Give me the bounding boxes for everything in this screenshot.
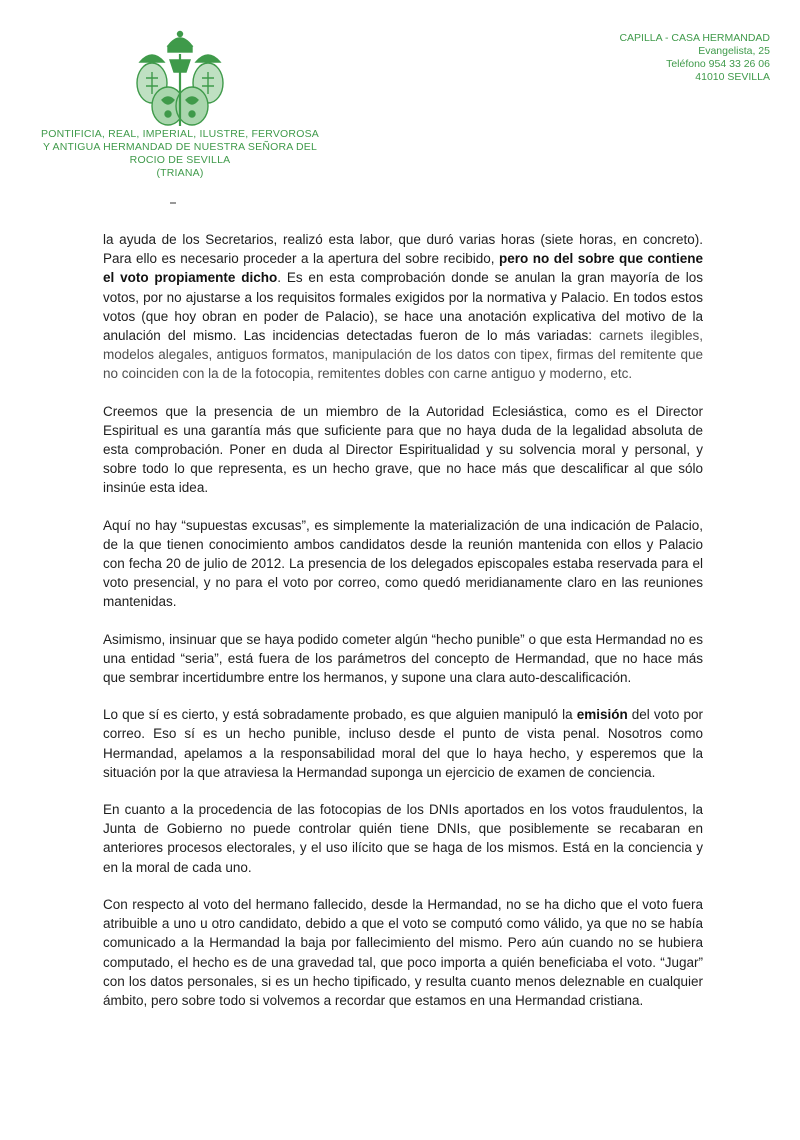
paragraph-2: Creemos que la presencia de un miembro de la Autoridad Eclesiástica, como es el Director Espiritual es una garantía más que suficiente para que no haya duda de la legalidad absoluta de esta comprobación. Poner en duda al Director Espiritualidad y su solvencia moral y personal, y sobre todo lo que representa, es un hecho grave, que no hace más que descalificar al que sólo insinúe esta idea. [103, 403, 703, 496]
address-line: CAPILLA - CASA HERMANDAD [619, 32, 770, 44]
paragraph-text: . Es en esta comprobación donde se anulan la gran mayoría de los votos, por no ajustarse a los requisitos formales exigidos por la normativa y Palacio. En todos estos votos (que hoy obran en poder de Palacio), se hace una anotación explicativa del motivo de la anulación del mismo. Las incidencias detectadas fueron de lo más variadas: [103, 270, 703, 344]
org-name-line: ROCIO DE SEVILLA [129, 154, 231, 166]
bold-text: emisión [576, 707, 628, 723]
letterhead-left [30, 28, 330, 180]
bold-text: pero no del sobre que contiene el voto propiamente dicho [103, 251, 703, 286]
incidents-list-text: carnets ilegibles, modelos alegales, antiguos formatos, manipulación de los datos con tipex, firmas del remitente que no coinciden con la de la fotocopia, remitentes dobles con carne antiguo y moderno, etc. [103, 328, 703, 382]
org-name-line: Y ANTIGUA HERMANDAD DE NUESTRA SEÑORA DEL [42, 141, 318, 153]
paragraph-6: En cuanto a la procedencia de las fotocopias de los DNIs aportados en los votos fraudulentos, la Junta de Gobierno no puede controlar quién tiene DNIs, que posiblemente se recabaran en anteriores procesos electorales, y el uso ilícito que se haga de los mismos. Está en la conciencia y en la moral de cada uno. [103, 802, 703, 875]
scan-mark [170, 202, 176, 204]
paragraph-4: Asimismo, insinuar que se haya podido cometer algún “hecho punible” o que esta Hermandad no es una entidad “seria”, está fuera de los parámetros del concepto de Hermandad, que no hace más que sembrar incertidumbre entre los hermanos, y supone una clara auto-descalificación. [103, 631, 703, 686]
letter-body [103, 230, 703, 1028]
paragraph-5 [103, 705, 703, 782]
organization-name [30, 128, 330, 180]
address-line: Teléfono 954 33 26 06 [666, 58, 770, 70]
address-block [550, 32, 770, 84]
address-line: 41010 SEVILLA [695, 71, 770, 83]
paragraph-text: la ayuda de los Secretarios, realizó esta labor, que duró varias horas (siete horas, en concreto). Para ello es necesario proceder a la apertura del sobre recibido, [103, 232, 703, 267]
address-line: Evangelista, 25 [698, 45, 770, 57]
paragraph-3: Aquí no hay “supuestas excusas”, es simplemente la materialización de una indicación de Palacio, de la que tienen conocimiento ambos candidatos desde la reunión mantenida con ellos y Palacio con fecha 20 de julio de 2012. La presencia de los delegados episcopales estaba reservada para el voto presencial, y no para el voto por correo, como quedó meridianamente claro en las reuniones mantenidas. [103, 517, 703, 610]
org-name-line: (TRIANA) [156, 167, 204, 179]
paragraph-7: Con respecto al voto del hermano fallecido, desde la Hermandad, no se ha dicho que el voto fuera atribuible a uno u otro candidato, debido a que el voto se computó como válido, ya que no se había comunicado a la Hermandad la baja por fallecimiento del mismo. Pero aún cuando no se hubiera computado, el hecho es de una gravedad tal, que poco importa a quién beneficiaba el voto. “Jugar” con los datos personales, si es un hecho tipificado, y resulta cuanto menos deleznable en cualquier ámbito, pero sobre todo si volvemos a recordar que estamos en una Hermandad cristiana. [103, 896, 703, 1008]
paragraph-text: Lo que sí es cierto, y está sobradamente probado, es que alguien manipuló la [103, 707, 577, 723]
paragraph-1 [103, 230, 703, 384]
org-name-line: PONTIFICIA, REAL, IMPERIAL, ILUSTRE, FERVOROSA [41, 128, 319, 140]
paragraph-text: del voto por correo. Eso sí es un hecho punible, incluso desde el punto de vista penal. Nosotros como Hermandad, apelamos a la responsabilidad moral del que lo haya hecho, y esperemos que la situación por la que atraviesa la Hermandad suponga un ejercicio de examen de conciencia. [103, 707, 703, 780]
crest-icon [110, 28, 250, 128]
